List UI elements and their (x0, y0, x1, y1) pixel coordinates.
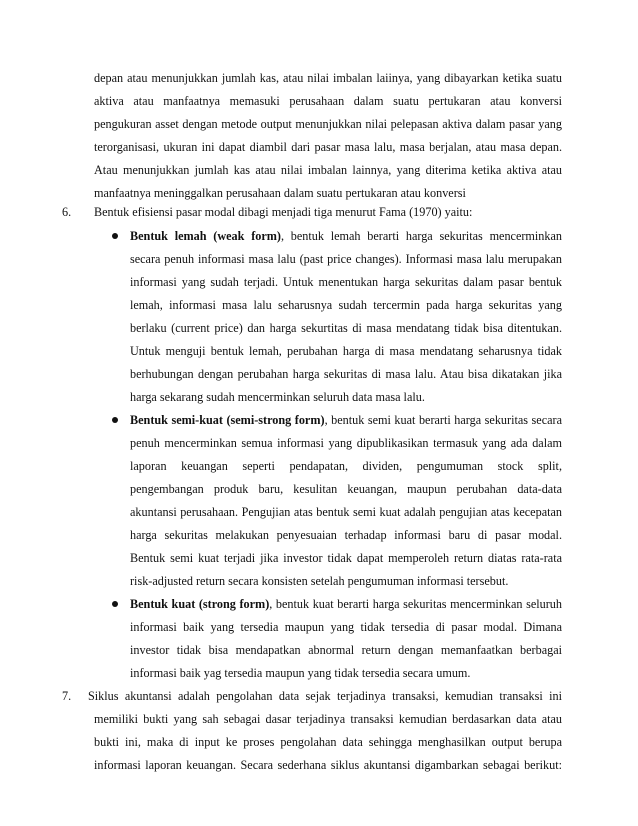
list-number: 6. (62, 205, 72, 219)
text-line (130, 409, 562, 432)
bullet-strong-form (130, 593, 562, 685)
text-line: Atau menunjukkan jumlah kas atau nilai imbalan lainnya, yang diterima ketika aktiva atau (94, 163, 562, 177)
list-number: 7. (62, 689, 72, 703)
bullet-term: Bentuk lemah (weak form) (130, 229, 281, 243)
text-line: berhubungan dengan perubahan harga sekuritas di masa lalu. Atau bisa dikatakan jika (130, 367, 562, 381)
text-line: informasi laporan keuangan. Secara sederhana siklus akuntansi digambarkan sebagai berikut: (94, 758, 562, 772)
bullet-icon (112, 601, 118, 607)
text-line: laporan keuangan seperti pendapatan, dividen, pengumuman stock split, (130, 459, 562, 473)
text-line: harga sekuritas melakukan penyesuaian terhadap informasi baru di pasar modal. (130, 528, 562, 542)
item7-paragraph-continued (94, 708, 562, 777)
text-line: memiliki bukti yang sah sebagai dasar terjadinya transaksi kemudian berdasarkan data atau (94, 712, 562, 726)
bullet-term: Bentuk kuat (strong form) (130, 597, 270, 611)
item7-paragraph (88, 685, 562, 708)
text-line: manfaatnya meninggalkan perusahaan dalam suatu pertukaran atau konversi (94, 186, 466, 200)
text-line: Bentuk efisiensi pasar modal dibagi menjadi tiga menurut Fama (1970) yaitu: (94, 205, 473, 219)
bullet-semi-strong-form (130, 409, 562, 593)
text-line (130, 593, 562, 616)
bullet-icon (112, 417, 118, 423)
text-line: pengukuran asset dengan metode output menunjukkan nilai pelepasan aktiva dalam pasar yang (94, 117, 562, 131)
bullet-text: , bentuk semi kuat berarti harga sekuritas secara (324, 413, 562, 427)
text-line: terorganisasi, ukuran ini dapat diambil dari pasar masa lalu, masa berjalan, atau masa depan. (94, 140, 562, 154)
bullet-icon (112, 233, 118, 239)
text-line: depan atau menunjukkan jumlah kas, atau nilai imbalan laiinya, yang dibayarkan ketika suatu (94, 71, 562, 85)
text-line: penuh mencerminkan semua informasi yang dipublikasikan termasuk yang ada dalam (130, 436, 562, 450)
bullet-term: Bentuk semi-kuat (semi-strong form) (130, 413, 325, 427)
text-line: harga sekarang sudah mencerminkan seluruh data masa lalu. (130, 390, 425, 404)
item6-heading (94, 201, 562, 224)
text-line: secara penuh informasi masa lalu (past price changes). Informasi masa lalu merupakan (130, 252, 562, 266)
text-line: pengembangan produk baru, kesulitan keuangan, maupun perubahan data-data (130, 482, 562, 496)
text-line: risk-adjusted return secara konsisten setelah pengumuman informasi tersebut. (130, 574, 509, 588)
bullet-text: , bentuk lemah berarti harga sekuritas mencerminkan (280, 229, 562, 243)
text-line: bukti ini, maka di input ke proses pengolahan data sehingga menghasilkan output berupa (94, 735, 562, 749)
text-line (130, 225, 562, 248)
bullet-weak-form (130, 225, 562, 409)
bullet-text: , bentuk kuat berarti harga sekuritas mencerminkan seluruh (269, 597, 562, 611)
text-line: investor tidak bisa mendapatkan abnormal return dengan memanfaatkan berbagai (130, 643, 562, 657)
text-line: akuntansi perusahaan. Pengujian atas bentuk semi kuat adalah pengujian atas kecepatan (130, 505, 562, 519)
text-line: Siklus akuntansi adalah pengolahan data sejak terjadinya transaksi, kemudian transaksi ini (88, 689, 562, 703)
text-line: informasi baik yang tersedia maupun yang tidak tersedia di pasar modal. Dimana (130, 620, 562, 634)
intro-paragraph (94, 67, 562, 205)
text-line: informasi baik yag tersedia maupun yang tidak tersedia secara umum. (130, 666, 471, 680)
text-line: lemah, informasi masa lalu seharusnya sudah tercermin pada harga sekuritas yang (130, 298, 562, 312)
text-line: aktiva atau manfaatnya memasuki perusahaan dalam suatu pertukaran atau konversi (94, 94, 562, 108)
text-line: berlaku (current price) dan harga sekurtitas di masa mendatang tidak bisa ditentukan. (130, 321, 562, 335)
text-line: Bentuk semi kuat terjadi jika investor tidak dapat memperoleh return diatas rata-rata (130, 551, 562, 565)
text-line: informasi yang sudah terjadi. Untuk menentukan harga sekuritas dalam pasar bentuk (130, 275, 562, 289)
text-line: Untuk menguji bentuk lemah, perubahan harga di masa mendatang seharusnya tidak (130, 344, 562, 358)
